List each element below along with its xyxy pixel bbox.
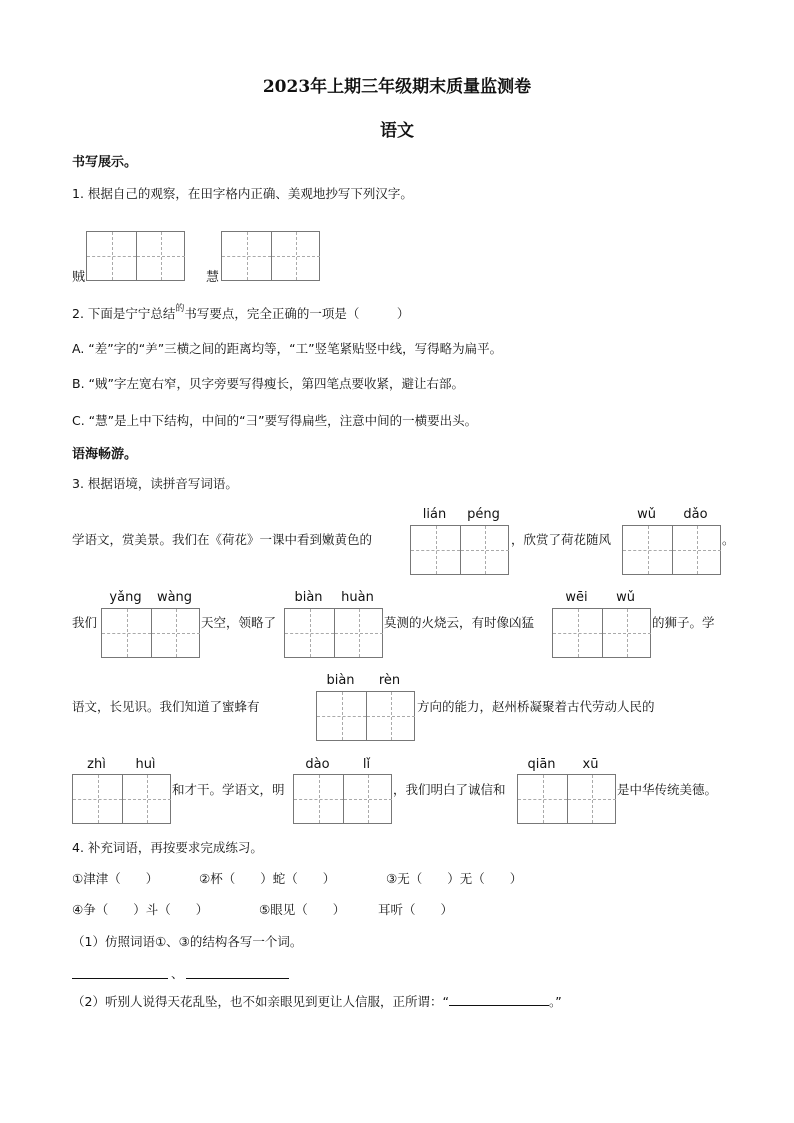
idiom-item-5a[interactable]: ⑤眼见（ ） [259,902,346,917]
q3-row4-text-2: ，我们明白了诚信和 [393,782,506,797]
q3-row2-text-4: 的狮子。学 [652,615,715,630]
section-heading-writing: 书写展示。 [72,155,138,170]
question-2-stem-part-b: 书写要点，完全正确的一项是（ ） [184,306,410,321]
pinyin: lǐ [362,757,371,772]
q3-row3-text-1: 语文，长见识。我们知道了蜜蜂有 [72,699,260,714]
question-4-sub-1: （1）仿照词语①、③的结构各写一个词。 [72,934,303,949]
pinyin: wēi [565,590,588,605]
copy-char-a: 贼 [72,270,86,285]
question-2-option-c[interactable]: C. “慧”是上中下结构，中间的“彐”要写得扁些，注意中间的一横要出头。 [72,413,478,428]
q3-row1-text-2: ，欣赏了荷花随风 [511,532,612,547]
question-2-stem [72,304,409,322]
answer-grid-daoli[interactable] [293,774,392,824]
page-title: 2023年上期三年级期末质量监测卷 [262,77,532,97]
pinyin: zhì [87,757,106,772]
pinyin: huàn [341,590,374,605]
idiom-item-3[interactable]: ③无（ ）无（ ） [386,871,523,886]
question-2-option-a[interactable]: A. “差”字的“⺶”三横之间的距离均等，“工”竖笔紧贴竖中线，写得略为扁平。 [72,341,503,356]
q3-row4-text-1: 和才干。学语文，明 [172,782,285,797]
pinyin: péng [467,507,500,522]
idiom-item-5b[interactable]: 耳听（ ） [378,902,454,917]
question-4-sub-2-part-b: 。” [548,994,562,1009]
copy-char-b: 慧 [206,270,220,285]
pinyin: wǔ [616,590,635,605]
pinyin: biàn [326,673,355,688]
q3-row1-text-1: 学语文，赏美景。我们在《荷花》一课中看到嫩黄色的 [72,532,373,547]
question-2-stem-small: 的 [175,304,185,314]
idiom-item-4[interactable]: ④争（ ）斗（ ） [72,902,209,917]
question-2-stem-part-a: 2. 下面是宁宁总结 [72,306,176,321]
question-4-text: 4. 补充词语，再按要求完成练习。 [72,840,263,855]
answer-grid-weiwu[interactable] [552,608,651,658]
idiom-item-1[interactable]: ①津津（ ） [72,871,159,886]
pinyin: huì [135,757,156,772]
pinyin: qiān [527,757,556,772]
pinyin: dǎo [683,507,708,522]
blank-separator: 、 [171,966,184,981]
answer-blank-3[interactable] [449,993,549,1006]
pinyin: yǎng [109,590,142,605]
question-4-sub-2 [72,992,562,1010]
pinyin: rèn [378,673,401,688]
question-1-text: 1. 根据自己的观察，在田字格内正确、美观地抄写下列汉字。 [72,186,413,201]
question-3-text: 3. 根据语境，读拼音写词语。 [72,476,238,491]
q3-row2-text-3: 莫测的火烧云，有时像凶猛 [384,615,535,630]
answer-grid-qianxu[interactable] [517,774,616,824]
pinyin: lián [422,507,447,522]
q3-row4-text-3: 是中华传统美德。 [617,782,718,797]
section-heading-language: 语海畅游。 [72,447,138,462]
answer-grid-lianpeng[interactable] [410,525,509,575]
answer-grid-bianhuan[interactable] [284,608,383,658]
page-subtitle: 语文 [380,121,414,141]
answer-grid-zhihui[interactable] [72,774,171,824]
question-2-option-b[interactable]: B. “贼”字左宽右窄，贝字旁要写得瘦长，第四笔点要收紧，避让右部。 [72,376,464,391]
q3-row2-text-2: 天空，领略了 [201,615,277,630]
pinyin: xū [582,757,599,772]
q3-row1-text-3: 。 [722,532,735,547]
tianzige-grid-a[interactable] [86,231,185,281]
q3-row3-text-2: 方向的能力，赵州桥凝聚着古代劳动人民的 [417,699,655,714]
question-4-sub-2-part-a: （2）听别人说得天花乱坠，也不如亲眼见到更让人信服，正所谓：“ [72,994,449,1009]
pinyin: biàn [294,590,323,605]
answer-grid-bianren[interactable] [316,691,415,741]
pinyin: dào [305,757,330,772]
answer-blank-2[interactable] [186,978,289,979]
answer-grid-yangwang[interactable] [101,608,200,658]
q3-row2-text-1: 我们 [72,615,98,630]
pinyin: wǔ [637,507,656,522]
idiom-item-2[interactable]: ②杯（ ）蛇（ ） [199,871,336,886]
tianzige-grid-b[interactable] [221,231,320,281]
pinyin: wàng [156,590,193,605]
answer-grid-wudao[interactable] [622,525,721,575]
answer-blank-1[interactable] [72,978,168,979]
